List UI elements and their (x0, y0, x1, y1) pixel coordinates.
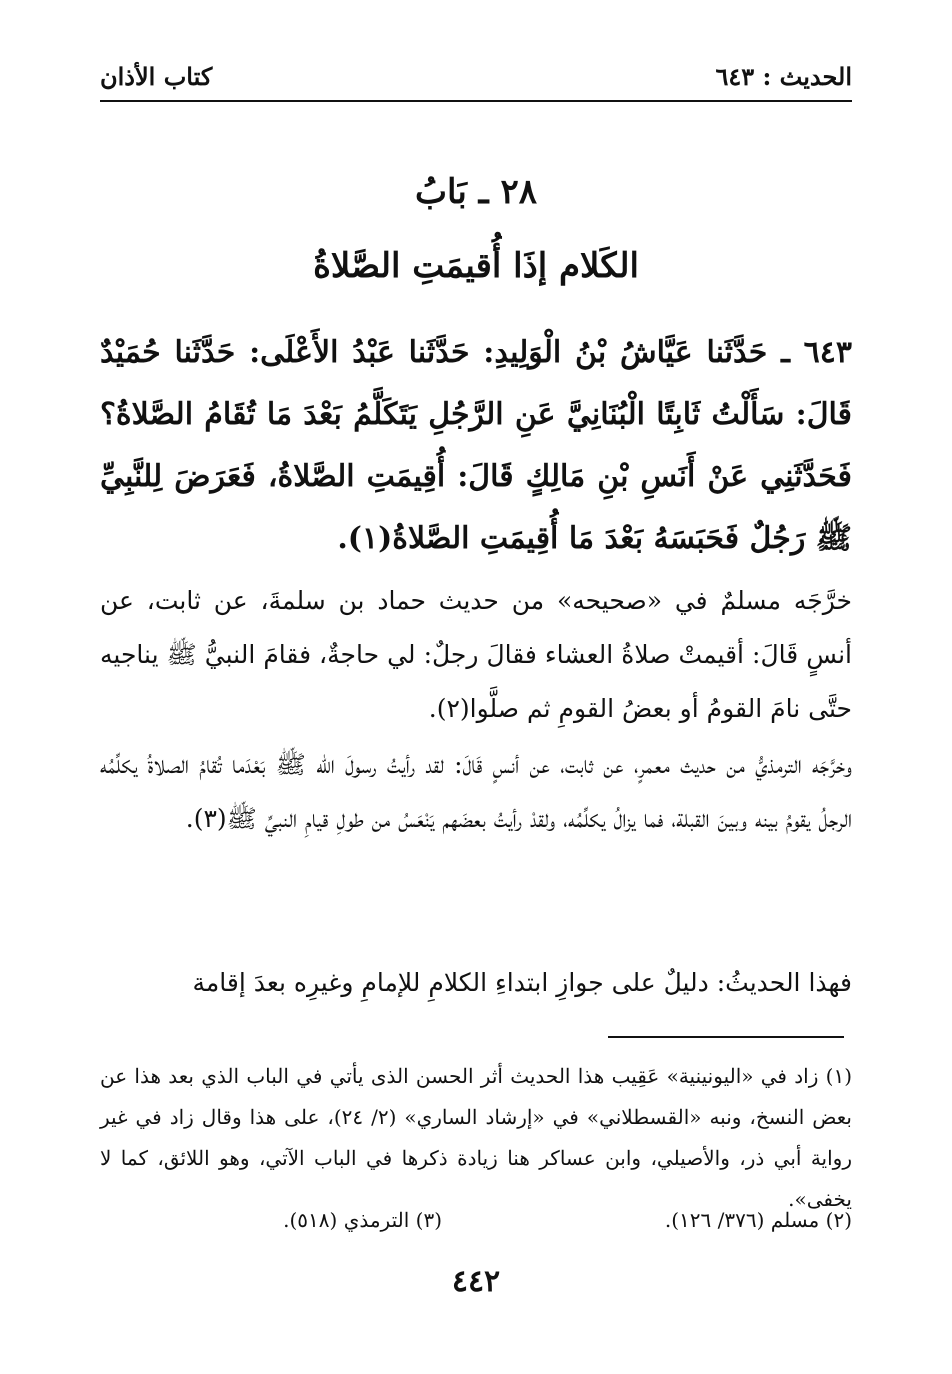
header-hadith-number: الحديث : ٦٤٣ (715, 62, 852, 91)
commentary-paragraph-3: فهذا الحديثُ: دليلٌ على جوازِ ابتداءِ الكلامِ للإمامِ وغيرِه بعدَ إقامة (192, 968, 852, 997)
running-header (100, 62, 852, 96)
chapter-title: الكَلام إذَا أُقيمَتِ الصَّلاةُ (313, 246, 639, 286)
chapter-number: ٢٨ ـ بَابُ (415, 172, 537, 212)
page-number: ٤٤٢ (451, 1264, 501, 1299)
footnote-rule (608, 1036, 844, 1038)
header-rule (100, 100, 852, 102)
commentary-paragraph-2: وخرَّجَه الترمذيُّ من حديث معمرٍ، عن ثابت، عن أنسٍ قَالَ: لقد رأيتُ رسولَ الله ﷺ بَعْدَما تُقامُ الصلاةُ يكلِّمُه الرجلُ يقومُ بينه وبينَ القبلة، فما يزالُ يكلِّمُه، ولقدْ رأيتُ بعضَهم يَنْعَسُ من طولِ قيامِ النبيِّ ﷺ(٣). (100, 750, 852, 833)
hadith-text: ٦٤٣ ـ حَدَّثَنا عَيَّاشُ بْنُ الْوَلِيدِ: حَدَّثَنا عَبْدُ الأَعْلَى: حَدَّثَنا حُمَيْدٌ قَالَ: سَأَلْتُ ثَابِتًا الْبُنَانِيَّ عَنِ الرَّجُلِ يَتَكَلَّمُ بَعْدَ مَا تُقَامُ الصَّلاةُ؟ فَحَدَّثَنِي عَنْ أَنَسِ بْنِ مَالِكٍ قَالَ: أُقِيمَتِ الصَّلاةُ، فَعَرَضَ لِلنَّبِيِّ ﷺ رَجُلٌ فَحَبَسَهُ بَعْدَ مَا أُقِيمَتِ الصَّلاةُ(١). (100, 335, 852, 556)
header-book-title: كتاب الأذان (100, 62, 213, 91)
commentary-paragraph-1: خرَّجَه مسلمٌ في «صحيحه» من حديث حماد بن سلمةَ، عن ثابت، عن أنسٍ قَالَ: أقيمتْ صلاةُ العشاء فقالَ رجلٌ: لي حاجةٌ، فقامَ النبيُّ ﷺ يناجيه حتَّى نامَ القومُ أو بعضُ القومِ ثم صلَّوا(٢). (100, 586, 852, 723)
footnote-3: (٣) الترمذي (٥١٨). (283, 1208, 442, 1232)
footnote-row (100, 1208, 852, 1248)
footnote-1: (١) زاد في «اليونينية» عَقِيب هذا الحديث أثر الحسن الذى يأتي في الباب الذي بعد هذا عن بعض النسخ، ونبه «القسطلاني» في «إرشاد الساري» (٢/ ٢٤)، على هذا وقال زاد في غير رواية أبي ذر، والأصيلي، وابن عساكر هنا زيادة ذكرها في الباب الآتي، وهو اللائق، كما لا يخفى». (100, 1064, 852, 1211)
footnote-2: (٢) مسلم (٣٧٦/ ١٢٦). (664, 1208, 852, 1232)
